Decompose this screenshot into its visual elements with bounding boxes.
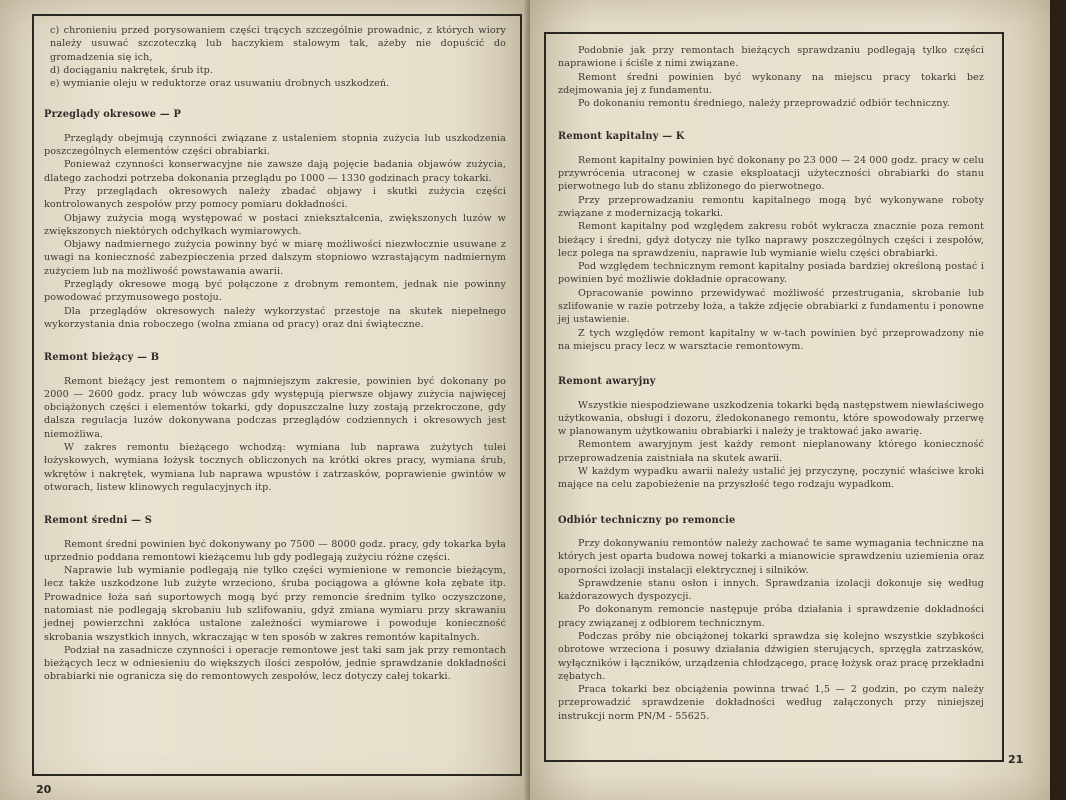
section-heading: Przeglądy okresowe — P xyxy=(44,109,182,121)
section-heading: Odbiór techniczny po remoncie xyxy=(558,514,736,526)
paragraph: Przeglądy obejmują czynności związane z ustaleniem stopnia zużycia lub uszkodzenia poszczególnych elementów części obrabiarki. xyxy=(44,132,506,158)
list-item: d) dociąganiu nakrętek, śrub itp. xyxy=(50,64,214,76)
page-number: 20 xyxy=(36,783,52,796)
paragraph: Przy dokonywaniu remontów należy zachować te same wymagania techniczne na których jest oparta budowa nowej tokarki a mianowicie sprawdzeniu uziemienia oraz oporności izolacji instalacji elektrycznej i silników. xyxy=(558,537,984,576)
right-page-content xyxy=(558,44,984,723)
background-edge xyxy=(1050,0,1066,800)
section-heading: Remont średni — S xyxy=(44,515,153,527)
paragraph: Przy przeprowadzaniu remontu kapitalnego mogą być wykonywane roboty związane z modernizacją tokarki. xyxy=(558,194,984,219)
section-heading: Remont kapitalny — K xyxy=(558,131,685,143)
paragraph: Z tych względów remont kapitalny w w-tach powinien być przeprowadzony nie na miejscu pracy lecz w warsztacie remontowym. xyxy=(558,327,984,352)
paragraph: Podczas próby nie obciążonej tokarki sprawdza się kolejno wszystkie szybkości obrotowe wrzeciona i posuwy działania dźwigien sterujących, sprzęgła zatrzasków, wyłączników i łączników, urządzenia chłodzącego, pracę łożysk oraz pracę przekładni zębatych. xyxy=(558,630,984,682)
left-page xyxy=(0,0,528,800)
section-heading: Remont bieżący — B xyxy=(44,352,160,364)
list-item: e) wymianie oleju w reduktorze oraz usuwaniu drobnych uszkodzeń. xyxy=(50,78,390,90)
paragraph: Remont kapitalny pod względem zakresu robót wykracza znacznie poza remont bieżący i średni, gdyż dotyczy nie tylko naprawy poszczególnych części i zespołów, lecz polega na sprawdzeniu, naprawie lub wymianie wielu części obrabiarki. xyxy=(558,221,984,259)
section-heading: Remont awaryjny xyxy=(558,376,656,388)
paragraph: Naprawie lub wymianie podlegają nie tylko części wymienione w remoncie bieżącym, lecz także uszkodzone lub zużyte wrzeciono, śruba pociągowa a główne koła zębate itp. Prowadnice łoża sań suportowych mogą być przy remoncie średnim tylko oczyszczone, natomiast nie podlegają skrobaniu lub szlifowaniu, gdyż zmiana wymiaru przy skrawaniu jednej powierzchni zakłóca ustalone zależności wymiarowe i powoduje konieczność skrobania wszystkich innych, wkraczając w ten sposób w zakres remontów kapitalnych. xyxy=(44,565,506,643)
paragraph: Sprawdzenie stanu osłon i innych. Sprawdzania izolacji dokonuje się według każdorazowych dyspozycji. xyxy=(558,577,984,603)
page-number: 21 xyxy=(1008,753,1024,766)
paragraph: W zakres remontu bieżącego wchodzą: wymiana lub naprawa zużytych tulei łożyskowych, wymiana łożysk tocznych obliczonych na krótki okres pracy, wymiana śrub, wkrętów i nakrętek, wymiana lub naprawa wpustów i zatrzasków, poprawienie gwintów w otworach, listew klinowych regulacyjnych itp. xyxy=(44,442,506,493)
paragraph: Podobnie jak przy remontach bieżących sprawdzaniu podlegają tylko części naprawione i ściśle z nimi związane. xyxy=(558,45,984,70)
paragraph: Przeglądy okresowe mogą być połączone z drobnym remontem, jednak nie powinny powodować przymusowego postoju. xyxy=(44,279,506,304)
paragraph: Objawy nadmiernego zużycia powinny być w miarę możliwości niezwłocznie usuwane z uwagi na konieczność zabezpieczenia przed dalszym stopniowo wzrastającym nadmiernym zużyciem lub na możliwość powstawania awarii. xyxy=(44,239,506,277)
paragraph: Objawy zużycia mogą występować w postaci zniekształcenia, zwiększonych luzów w zwiększonych niektórych odchyłkach wymiarowych. xyxy=(44,212,506,237)
paragraph: W każdym wypadku awarii należy ustalić jej przyczynę, poczynić właściwe kroki mające na celu zapobieżenie na przyszłość tego rodzaju wypadkom. xyxy=(558,466,984,491)
paragraph: Remontem awaryjnym jest każdy remont nieplanowany którego konieczność przeprowadzenia zaistniała na skutek awarii. xyxy=(558,439,984,464)
list-item: c) chronieniu przed porysowaniem części trących szczególnie prowadnic, z których wiory należy usuwać szczoteczką lub haczykiem stalowym tak, ażeby nie dopuścić do gromadzenia się ich, xyxy=(50,25,506,63)
paragraph: Dla przeglądów okresowych należy wykorzystać przestoje na skutek niepełnego wykorzystania dnia roboczego (wolna zmiana od pracy) oraz dni świąteczne. xyxy=(44,305,506,330)
paragraph: Remont średni powinien być wykonany na miejscu pracy tokarki bez zdejmowania jej z fundamentu. xyxy=(558,71,984,96)
paragraph: Ponieważ czynności konserwacyjne nie zawsze dają pojęcie badania objawów zużycia, dlatego zachodzi potrzeba dokonania przeglądu po 1000 — 1330 godzinach pracy tokarki. xyxy=(44,159,506,184)
paragraph: Podział na zasadnicze czynności i operacje remontowe jest taki sam jak przy remontach bieżących lecz w odniesieniu do większych ilości zespołów, jednie sprawdzanie dokładności obrabiarki nie ogranicza się do remontowych zespołów, lecz dotyczy całej tokarki. xyxy=(44,644,506,683)
paragraph: Praca tokarki bez obciążenia powinna trwać 1,5 — 2 godzin, po czym należy przeprowadzić sprawdzenie dokładności według załączonych przy niniejszej instrukcji norm PN/M - 55625. xyxy=(558,684,984,722)
paragraph: Remont kapitalny powinien być dokonany po 23 000 — 24 000 godz. pracy w celu przywrócenia utraconej w czasie eksploatacji użyteczności obrabiarki do stanu pierwotnego lub do stanu zbliżonego do pierwotnego. xyxy=(558,154,984,193)
paragraph: Wszystkie niespodziewane uszkodzenia tokarki będą następstwem niewłaściwego użytkowania, obsługi i dozoru, źledokonanego remontu, które spowodowały przerwę w planowanym użytkowaniu obrabiarki i należy je traktować jako awarię. xyxy=(558,399,984,438)
right-page xyxy=(530,0,1050,800)
paragraph: Po dokonanym remoncie następuje próba działania i sprawdzenie dokładności pracy związanej z odbiorem technicznym. xyxy=(558,604,984,629)
paragraph: Opracowanie powinno przewidywać możliwość przestrugania, skrobanie lub szlifowanie w razie potrzeby łoża, a także zdjęcie obrabiarki z fundamentu i ponowne jej ustawienie. xyxy=(558,287,984,326)
paragraph: Remont bieżący jest remontem o najmniejszym zakresie, powinien być dokonany po 2000 — 2600 godz. pracy lub wówczas gdy występują pierwsze objawy zużycia najwięcej obciążonych części i elementów tokarki, gdy dopuszczalne luzy zostają przekroczone, gdy dalsza regulacja luzów dokonywana podczas przeglądów codziennych i okresowych jest niemożliwa. xyxy=(44,375,506,440)
paragraph: Przy przeglądach okresowych należy zbadać objawy i skutki zużycia części kontrolowanych zespołów przy pomocy pomiaru dokładności. xyxy=(44,185,506,211)
left-page-content xyxy=(44,24,506,684)
paragraph: Po dokonaniu remontu średniego, należy przeprowadzić odbiór techniczny. xyxy=(578,98,950,110)
paragraph: Pod względem technicznym remont kapitalny posiada bardziej określoną postać i powinien być możliwie dokładnie opracowany. xyxy=(558,261,984,286)
paragraph: Remont średni powinien być dokonywany po 7500 — 8000 godz. pracy, gdy tokarka była uprzednio poddana remontowi kieżącemu lub gdy podlegają zużyciu różne części. xyxy=(44,538,506,563)
